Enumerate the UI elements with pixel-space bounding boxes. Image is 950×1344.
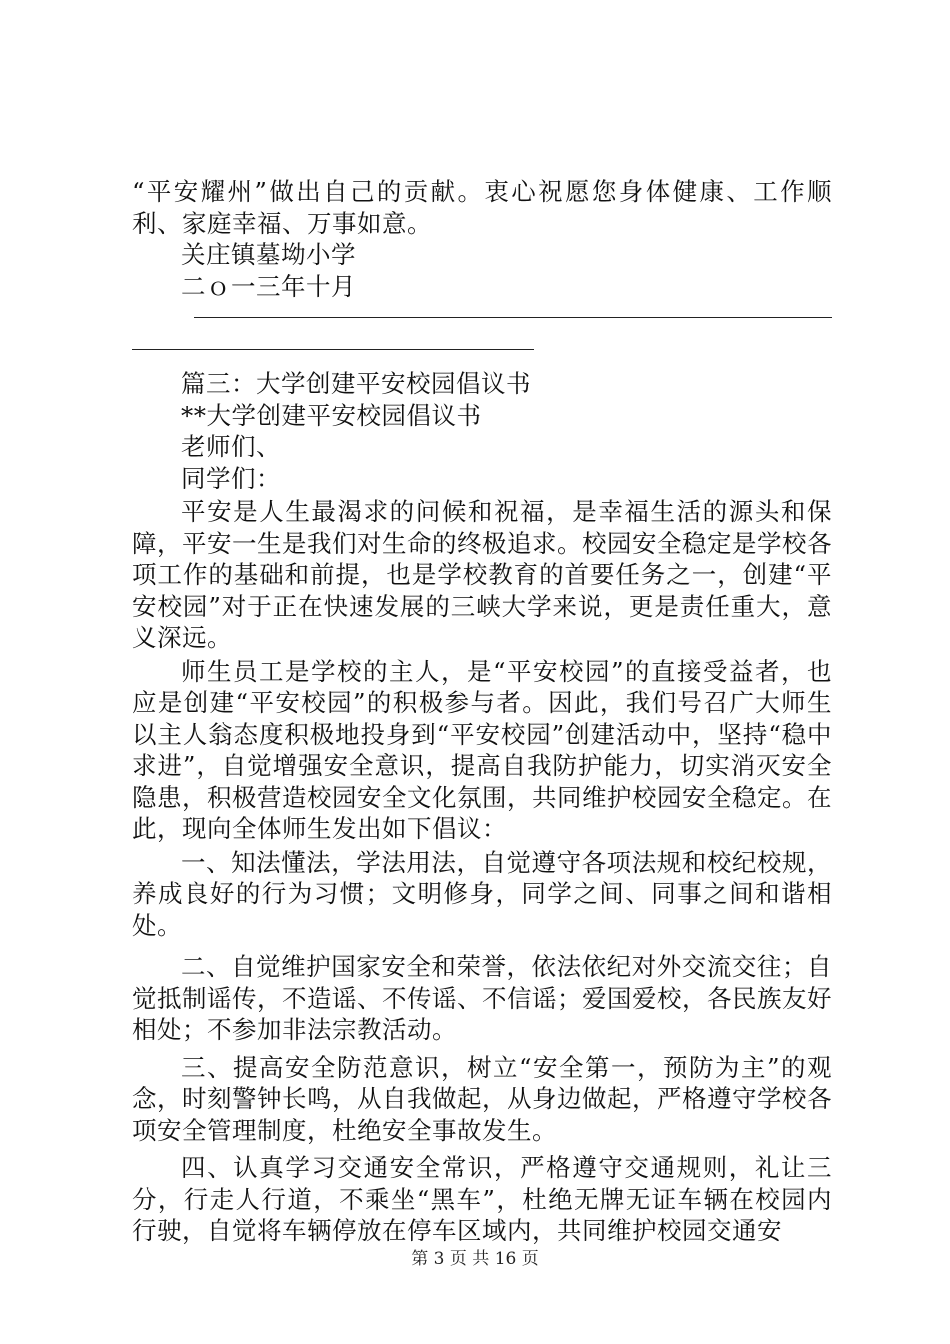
divider-line-2 — [132, 349, 534, 350]
greeting-teachers: 老师们、 — [181, 432, 281, 461]
document-body — [132, 176, 832, 1247]
divider-line-1 — [194, 317, 832, 318]
greeting-students: 同学们： — [181, 463, 281, 493]
body-paragraph-3: 一、知法懂法，学法用法，自觉遵守各项法规和校纪校规，养成良好的行为习惯；文明修身，同学之间、同事之间和谐相处。 — [132, 847, 832, 940]
body-paragraph-5: 三、提高安全防范意识，树立“安全第一，预防为主”的观念，时刻警钟长鸣，从自我做起，从身边做起，严格遵守学校各项安全管理制度，杜绝安全事故发生。 — [132, 1052, 832, 1145]
date-line: 二ｏ一三年十月 — [181, 271, 356, 301]
section-title: 篇三：大学创建平安校园倡议书 — [181, 369, 531, 398]
body-paragraph-6: 四、认真学习交通安全常识，严格遵守交通规则，礼让三分，行走人行道，不乘坐“黑车”，杜绝无牌无证车辆在校园内行驶，自觉将车辆停放在停车区域内，共同维护校园交通安 — [132, 1153, 832, 1245]
section-divider — [132, 302, 832, 368]
body-paragraph-1: 平安是人生最渴求的问候和祝福，是幸福生活的源头和保障，平安一生是我们对生命的终极追求。校园安全稳定是学校各项工作的基础和前提，也是学校教育的首要任务之一，创建“平安校园”对于正在快速发展的三峡大学来说，更是责任重大，意义深远。 — [132, 497, 832, 652]
page-footer: 第 3 页 共 16 页 — [411, 1249, 539, 1269]
body-paragraph-2: 师生员工是学校的主人，是“平安校园”的直接受益者，也应是创建“平安校园”的积极参与者。因此，我们号召广大师生以主人翁态度积极地投身到“平安校园”创建活动中，坚持“稳中求进”，自觉增强安全意识，提高自我防护能力，切实消灭安全隐患，积极营造校园安全文化氛围，共同维护校园安全稳定。在此，现向全体师生发出如下倡议： — [132, 656, 832, 843]
signature-line: 关庄镇墓坳小学 — [181, 240, 356, 269]
document-subtitle: **大学创建平安校园倡议书 — [181, 400, 482, 430]
paragraph-continued: “平安耀州”做出自己的贡献。衷心祝愿您身体健康、工作顺利、家庭幸福、万事如意。 — [132, 177, 832, 238]
body-paragraph-4: 二、自觉维护国家安全和荣誉，依法依纪对外交流交往；自觉抵制谣传，不造谣、不传谣、不信谣；爱国爱校，各民族友好相处；不参加非法宗教活动。 — [132, 952, 832, 1044]
